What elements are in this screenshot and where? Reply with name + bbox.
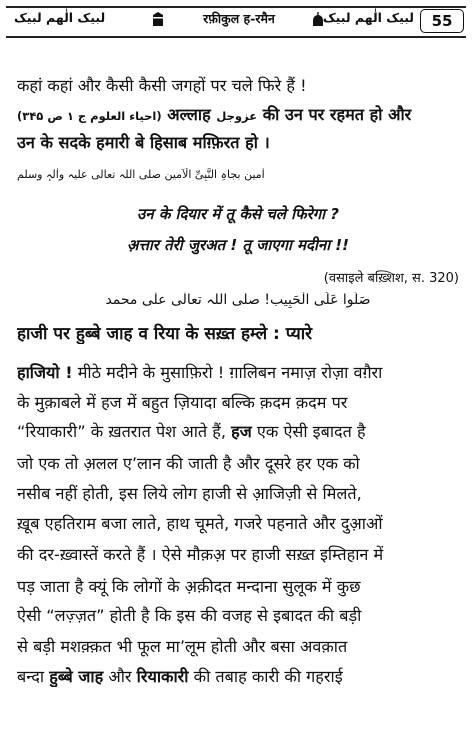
- text-line-2: [17, 103, 459, 125]
- kaaba-icon: [151, 11, 165, 27]
- ameen-line: اٰمین بجاہِ النَّبِیِّ الْاَمین صلی اللہ تعالی علیہ واٰلہٖ وسلم: [17, 168, 265, 181]
- honorific: عزوجل: [216, 109, 258, 123]
- hubbe-jah-word: हुब्बे जाह: [49, 667, 104, 686]
- hajiyo-word: हाजियो !: [17, 363, 73, 382]
- para-line-1-rest: मीठे मदीने के मुसाफ़िरो ! ग़ालिबन नमाज़ रोज़ा वग़ैरा: [72, 363, 383, 382]
- hajj-word: हज: [231, 422, 252, 441]
- para-line-7: की दर-ख़्वास्तें करते हैं । ऐसे मौक़अ़ पर हाजी सख़्त इम्तिहान में: [17, 545, 384, 564]
- citation: (احیاء العلوم ج ۱ ص ۳۴۵): [17, 109, 162, 123]
- salutation-line: صَلُّوا عَلَی الْحَبِیب! صلی اللہ تعالٰی علٰی محمد: [105, 292, 371, 308]
- para-line-1: [17, 361, 459, 383]
- text-line-3: उन के सदके हमारी बे हिसाब मग़्फ़िरत हो ।: [17, 133, 270, 152]
- poem-line-2: अ़त्तार तेरी जुरअत ! तू जाएगा मदीना !!: [127, 236, 349, 254]
- header-right-title: لبیک الٰھم لبیک: [322, 10, 414, 25]
- para-line-11-c: और: [103, 667, 137, 686]
- para-line-2: के मुक़ाबले में हज में बहुत ज़ियादा बल्कि क़दम क़दम पर: [17, 393, 348, 412]
- header-center-title: रफ़ीकुल ह-रमैन: [203, 11, 275, 26]
- para-line-11-e: की तबाह कारी की गहराई: [188, 667, 343, 686]
- header-left-title: لبیک الٰھم لبیک: [14, 10, 106, 25]
- para-line-3: [17, 420, 459, 442]
- para-line-11-a: बन्दा: [17, 667, 50, 686]
- page-header: [6, 6, 466, 36]
- para-line-4: जो एक तो अ़लल ए’लान की जाती है और दूसरे हर एक को: [17, 454, 360, 473]
- para-line-8: पड़ जाता है क्यूं कि लोगों के अ़क़ीदत मन्दाना सुलूक में कुछ: [17, 577, 361, 596]
- text-line-2-rest: की उन पर रहमत हो और: [262, 105, 412, 124]
- para-line-10: से बड़ी मशक़्क़त भी फूल मा’लूम होती और बसा अवक़ात: [17, 637, 348, 656]
- poem-line-1: उन के दियार में तू कैसे चले फिरेगा ?: [137, 205, 339, 223]
- riyakari-word: रियाकारी: [136, 667, 189, 686]
- para-line-6: ख़ूब एहतिराम बजा लाते, हाथ चूमते, गजरे पहनाते और दुआ़ओं: [17, 514, 383, 533]
- text-line-1: कहां कहां और कैसी कैसी जगहों पर चले फिरे हैं !: [17, 76, 307, 95]
- page-number: 55: [420, 9, 464, 33]
- source-citation: (वसाइले बख़्शिश, स. 320): [323, 271, 459, 286]
- section-heading: हाजी पर हुब्बे जाह व रिया के सख़्त हम्ले : प्यारे: [17, 324, 313, 344]
- para-line-3-a: “रियाकारी” के ख़तरात पेश आते हैं,: [17, 422, 226, 441]
- para-line-3-c: एक ऐसी इबादत है: [251, 422, 366, 441]
- para-line-11: [17, 665, 459, 687]
- allah-word: अल्लाह: [167, 105, 211, 124]
- para-line-5: नसीब नहीं होती, इस लिये लोग हाजी से आ़जिज़ी से मिलते,: [17, 484, 362, 503]
- para-line-9: ऐसी “लज़्ज़त” होती है कि इस की वजह से इबादत की बड़ी: [17, 606, 362, 625]
